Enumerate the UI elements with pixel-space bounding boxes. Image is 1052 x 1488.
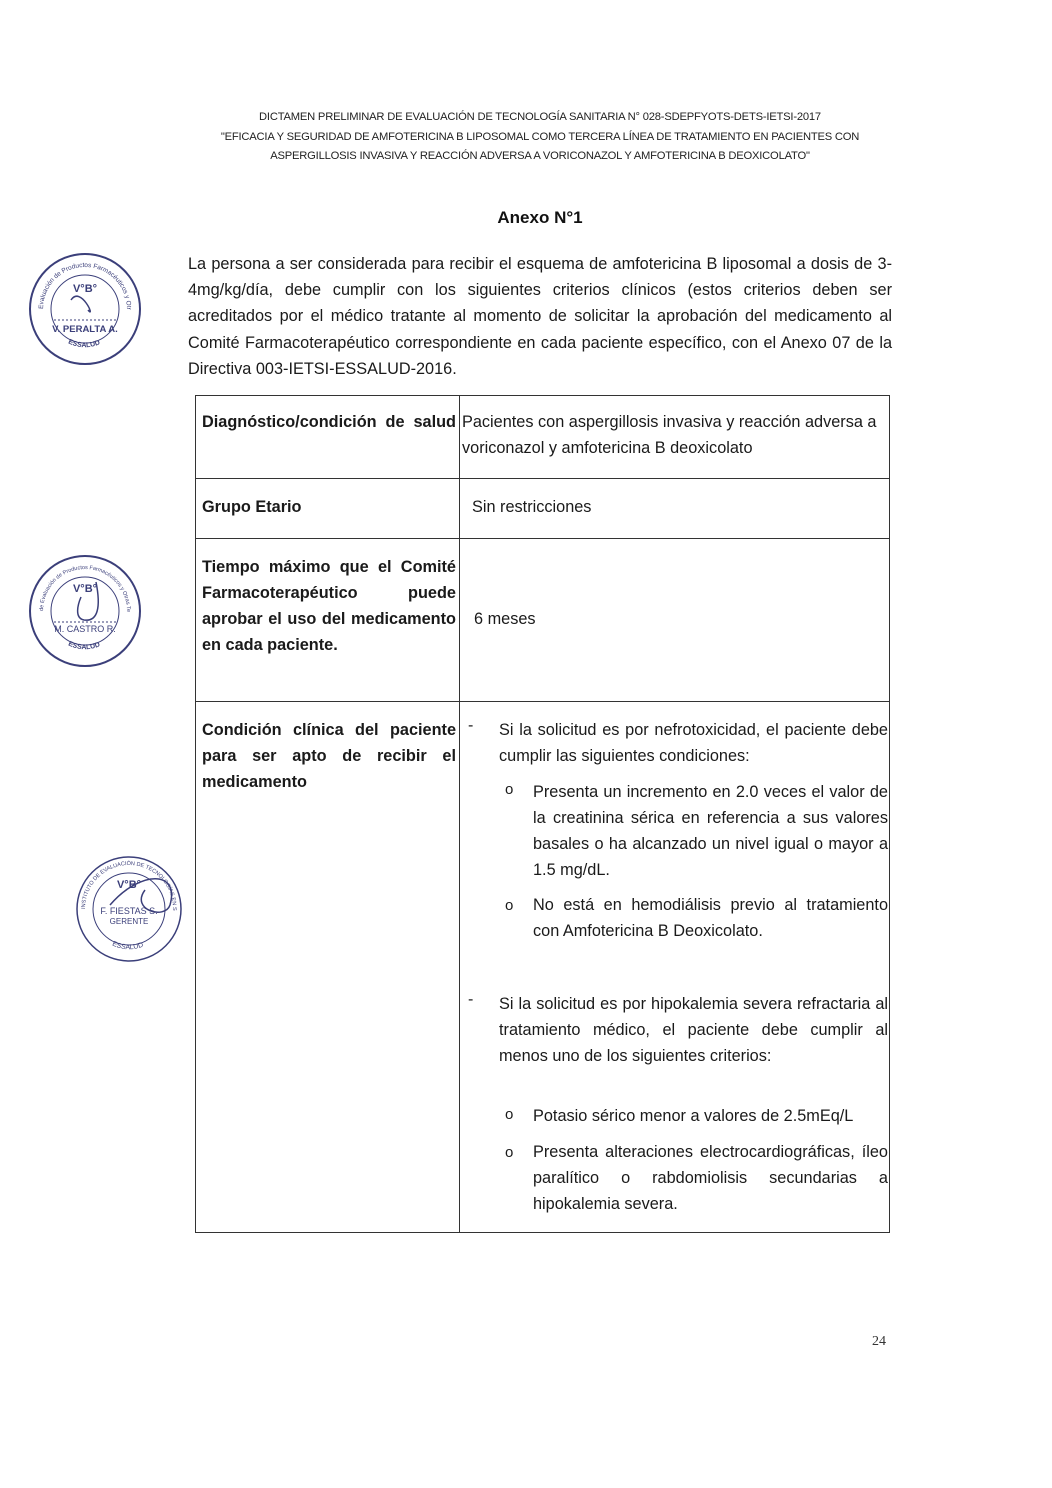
approval-stamp-3 <box>70 850 188 968</box>
row-max-time-value: 6 meses <box>474 610 536 628</box>
header-line-3: ASPERGILLOSIS INVASIVA Y REACCIÓN ADVERSA A VORICONAZOL Y AMFOTERICINA B DEOXICOLATO" <box>270 150 810 162</box>
stamp-2-name: M. CASTRO R. <box>54 624 116 634</box>
circle-bullet: o <box>505 1106 514 1123</box>
stamp-1-name: V. PERALTA A. <box>52 324 118 335</box>
stamp-2-top-text: de Evaluación de Productos Farmacéuticos y Otras Te <box>38 564 132 613</box>
criterion-hypokalemia: Si la solicitud es por hipokalemia severa refractaria al tratamiento médico, el paciente debe cumplir al menos uno de los siguientes criterios: <box>499 995 888 1065</box>
criteria-table <box>195 395 890 1233</box>
document-header <box>150 108 930 167</box>
row-diagnosis-label: Diagnóstico/condición de salud <box>202 413 456 431</box>
stamp-3-top-text: INSTITUTO DE EVALUACIÓN DE TECNOLOGÍAS EN S <box>80 860 178 911</box>
stamp-3-name: F. FIESTAS S. <box>100 906 158 916</box>
criterion-creatinine: Presenta un incremento en 2.0 veces el valor de la creatinina sérica en referencia a sus valores basales o ha alcanzado un nivel igual o mayor a 1.5 mg/dL. <box>533 783 888 879</box>
stamp-1-vb: V°B° <box>72 283 98 295</box>
stamp-2-bottom-text: ESSALUD <box>67 640 102 652</box>
annex-title: Anexo N°1 <box>497 208 583 227</box>
stamp-1-bottom-text: ESSALUD <box>67 338 102 350</box>
dash-bullet: - <box>468 991 474 1008</box>
dash-bullet: - <box>468 717 474 734</box>
circle-bullet: o <box>505 781 514 798</box>
svg-text:ESSALUD <box>67 641 101 652</box>
page-number: 24 <box>872 1334 886 1349</box>
signature-icon <box>71 296 90 312</box>
row-diagnosis-value: Pacientes con aspergillosis invasiva y reacción adversa a voriconazol y amfotericina B deoxicolato <box>462 413 877 457</box>
row-age-group-label: Grupo Etario <box>202 498 302 516</box>
criterion-hemodialysis: No está en hemodiálisis previo al tratamiento con Amfotericina B Deoxicolato. <box>533 896 888 940</box>
approval-stamp-2 <box>26 552 144 670</box>
row-max-time-label: Tiempo máximo que el Comité Farmacoterapéutico puede aprobar el uso del medicamento en cada paciente. <box>202 558 456 654</box>
criterion-potassium: Potasio sérico menor a valores de 2.5mEq/L <box>533 1107 854 1125</box>
svg-text:ESSALUD <box>111 941 144 952</box>
stamp-3-bottom-text: ESSALUD <box>111 940 145 952</box>
stamp-3-role: GERENTE <box>109 917 149 926</box>
header-line-1: DICTAMEN PRELIMINAR DE EVALUACIÓN DE TECNOLOGÍA SANITARIA N° 028-SDEPFYOTS-DETS-IETSI-2017 <box>259 111 821 123</box>
approval-stamp-1 <box>26 250 144 368</box>
stamp-1-top-text: Evaluación de Productos Farmacéuticos y Otr <box>37 261 133 310</box>
criterion-nephrotoxicity: Si la solicitud es por nefrotoxicidad, el paciente debe cumplir las siguientes condiciones: <box>499 721 888 765</box>
svg-text:ESSALUD <box>67 339 101 350</box>
criterion-ecg: Presenta alteraciones electrocardiográficas, íleo paralítico o rabdomiolisis secundarias a hipokalemia severa. <box>533 1143 888 1213</box>
intro-paragraph: La persona a ser considerada para recibir el esquema de amfotericina B liposomal a dosis de 3-4mg/kg/día, debe cumplir con los siguientes criterios clínicos (estos criterios deben ser acreditados por el médico tratante al momento de solicitar la aprobación del medicamento al Comité Farmacoterapéutico correspondiente en cada paciente específico, con el Anexo 07 de la Directiva 003-IETSI-ESSALUD-2016. <box>188 255 892 378</box>
circle-bullet: o <box>505 897 514 914</box>
svg-text:Evaluación de Productos Farmac <box>26 250 132 311</box>
row-clinical-condition-label: Condición clínica del paciente para ser apto de recibir el medicamento <box>202 721 456 791</box>
circle-bullet: o <box>505 1144 514 1161</box>
stamp-2-vb: V°B° <box>72 583 98 595</box>
header-line-2: "EFICACIA Y SEGURIDAD DE AMFOTERICINA B LIPOSOMAL COMO TERCERA LÍNEA DE TRATAMIENTO EN PACIENTES CON <box>220 130 860 143</box>
stamp-3-vb: V°B° <box>116 879 142 891</box>
row-age-group-value: Sin restricciones <box>472 498 592 516</box>
